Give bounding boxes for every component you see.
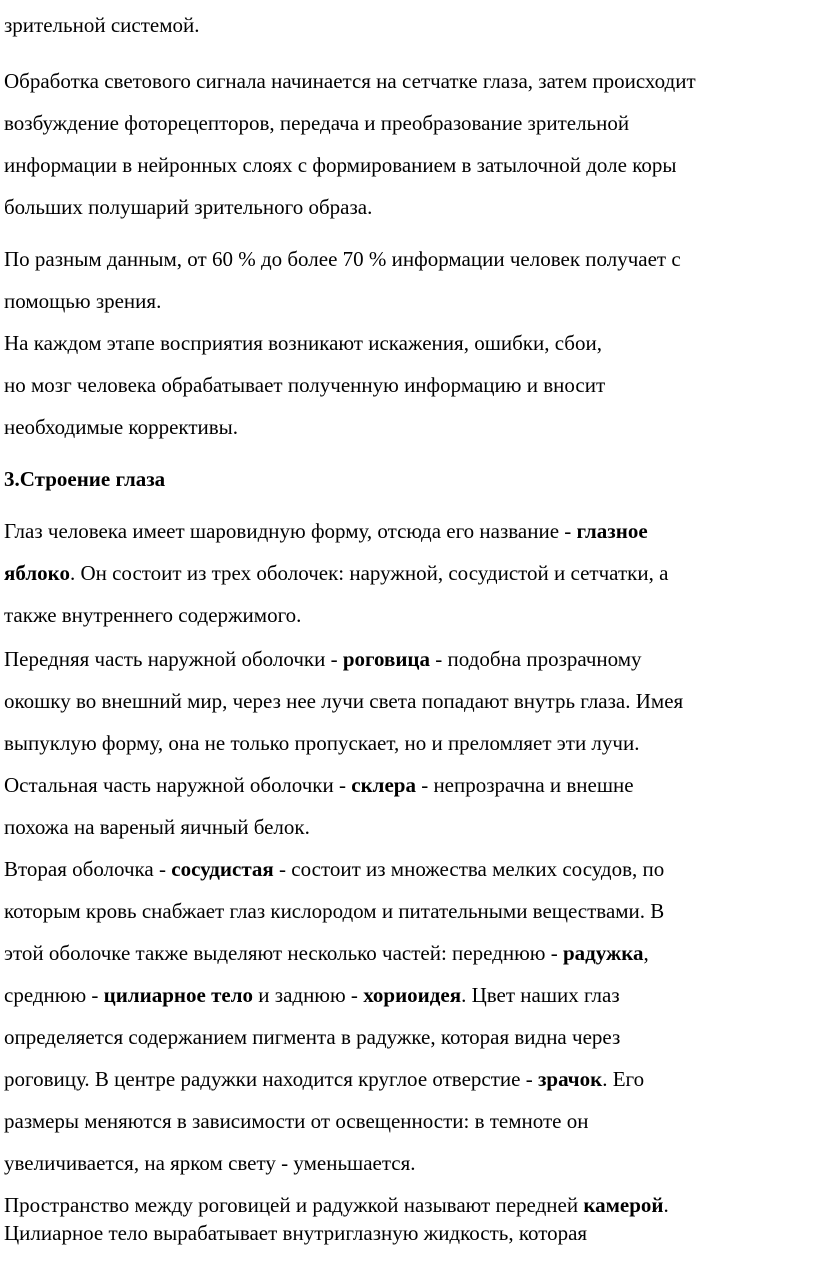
paragraph-6-line-6: роговицу. В центре радужки находится круглое отверстие - зрачок. Его <box>4 1067 645 1091</box>
paragraph-2-line-2: помощью зрения. <box>4 289 162 313</box>
paragraph-3-line-1: Глаз человека имеет шаровидную форму, отсюда его название - глазное <box>4 519 648 543</box>
paragraph-4-line-2: окошку во внешний мир, через нее лучи света попадают внутрь глаза. Имея <box>4 689 684 713</box>
paragraph-4-line-1: Передняя часть наружной оболочки - роговица - подобна прозрачному <box>4 647 642 671</box>
paragraph-4-line-3: выпуклую форму, она не только пропускает, но и преломляет эти лучи. <box>4 731 640 755</box>
paragraph-2-line-5: необходимые коррективы. <box>4 415 239 439</box>
term-sclera: склера <box>351 773 416 797</box>
paragraph-2-line-3: На каждом этапе восприятия возникают искажения, ошибки, сбои, <box>4 331 602 355</box>
paragraph-6-line-5: определяется содержанием пигмента в радужке, которая видна через <box>4 1025 621 1049</box>
paragraph-1-line-1: Обработка светового сигнала начинается на сетчатке глаза, затем происходит <box>4 69 696 93</box>
term-chamber: камерой <box>583 1193 664 1217</box>
paragraph-6-line-3: этой оболочке также выделяют несколько частей: переднюю - радужка, <box>4 941 649 965</box>
term-pupil: зрачок <box>537 1067 603 1091</box>
paragraph-2-line-4: но мозг человека обрабатывает полученную информацию и вносит <box>4 373 606 397</box>
term-eyeball-part2: яблоко <box>4 561 70 585</box>
paragraph-7-line-2: Цилиарное тело вырабатывает внутриглазную жидкость, которая <box>4 1221 588 1245</box>
intro-line: зрительной системой. <box>4 13 200 37</box>
paragraph-6-line-1: Вторая оболочка - сосудистая - состоит из множества мелких сосудов, по <box>4 857 665 881</box>
term-choroid-coat: сосудистая <box>171 857 274 881</box>
paragraph-6-line-2: которым кровь снабжает глаз кислородом и питательными веществами. В <box>4 899 665 923</box>
term-cornea: роговица <box>342 647 431 671</box>
paragraph-1-line-4: больших полушарий зрительного образа. <box>4 195 373 219</box>
term-iris: радужка <box>562 941 644 965</box>
term-choroid: хориоидея <box>363 983 462 1007</box>
paragraph-7-line-1: Пространство между роговицей и радужкой называют передней камерой. <box>4 1193 669 1217</box>
term-eyeball-part1: глазное <box>576 519 648 543</box>
paragraph-6-line-7: размеры меняются в зависимости от освещенности: в темноте он <box>4 1109 589 1133</box>
paragraph-1-line-3: информации в нейронных слоях с формированием в затылочной доле коры <box>4 153 677 177</box>
paragraph-6-line-4: среднюю - цилиарное тело и заднюю - хориоидея. Цвет наших глаз <box>4 983 620 1007</box>
paragraph-5-line-1: Остальная часть наружной оболочки - склера - непрозрачна и внешне <box>4 773 634 797</box>
paragraph-2-line-1: По разным данным, от 60 % до более 70 % информации человек получает с <box>4 247 681 271</box>
paragraph-6-line-8: увеличивается, на ярком свету - уменьшается. <box>4 1151 416 1175</box>
paragraph-1-line-2: возбуждение фоторецепторов, передача и преобразование зрительной <box>4 111 630 135</box>
section-heading: 3.Строение глаза <box>4 467 166 491</box>
paragraph-3-line-3: также внутреннего содержимого. <box>4 603 302 627</box>
paragraph-5-line-2: похожа на вареный яичный белок. <box>4 815 310 839</box>
term-ciliary-body: цилиарное тело <box>103 983 254 1007</box>
paragraph-3-line-2: яблоко. Он состоит из трех оболочек: наружной, сосудистой и сетчатки, а <box>4 561 669 585</box>
